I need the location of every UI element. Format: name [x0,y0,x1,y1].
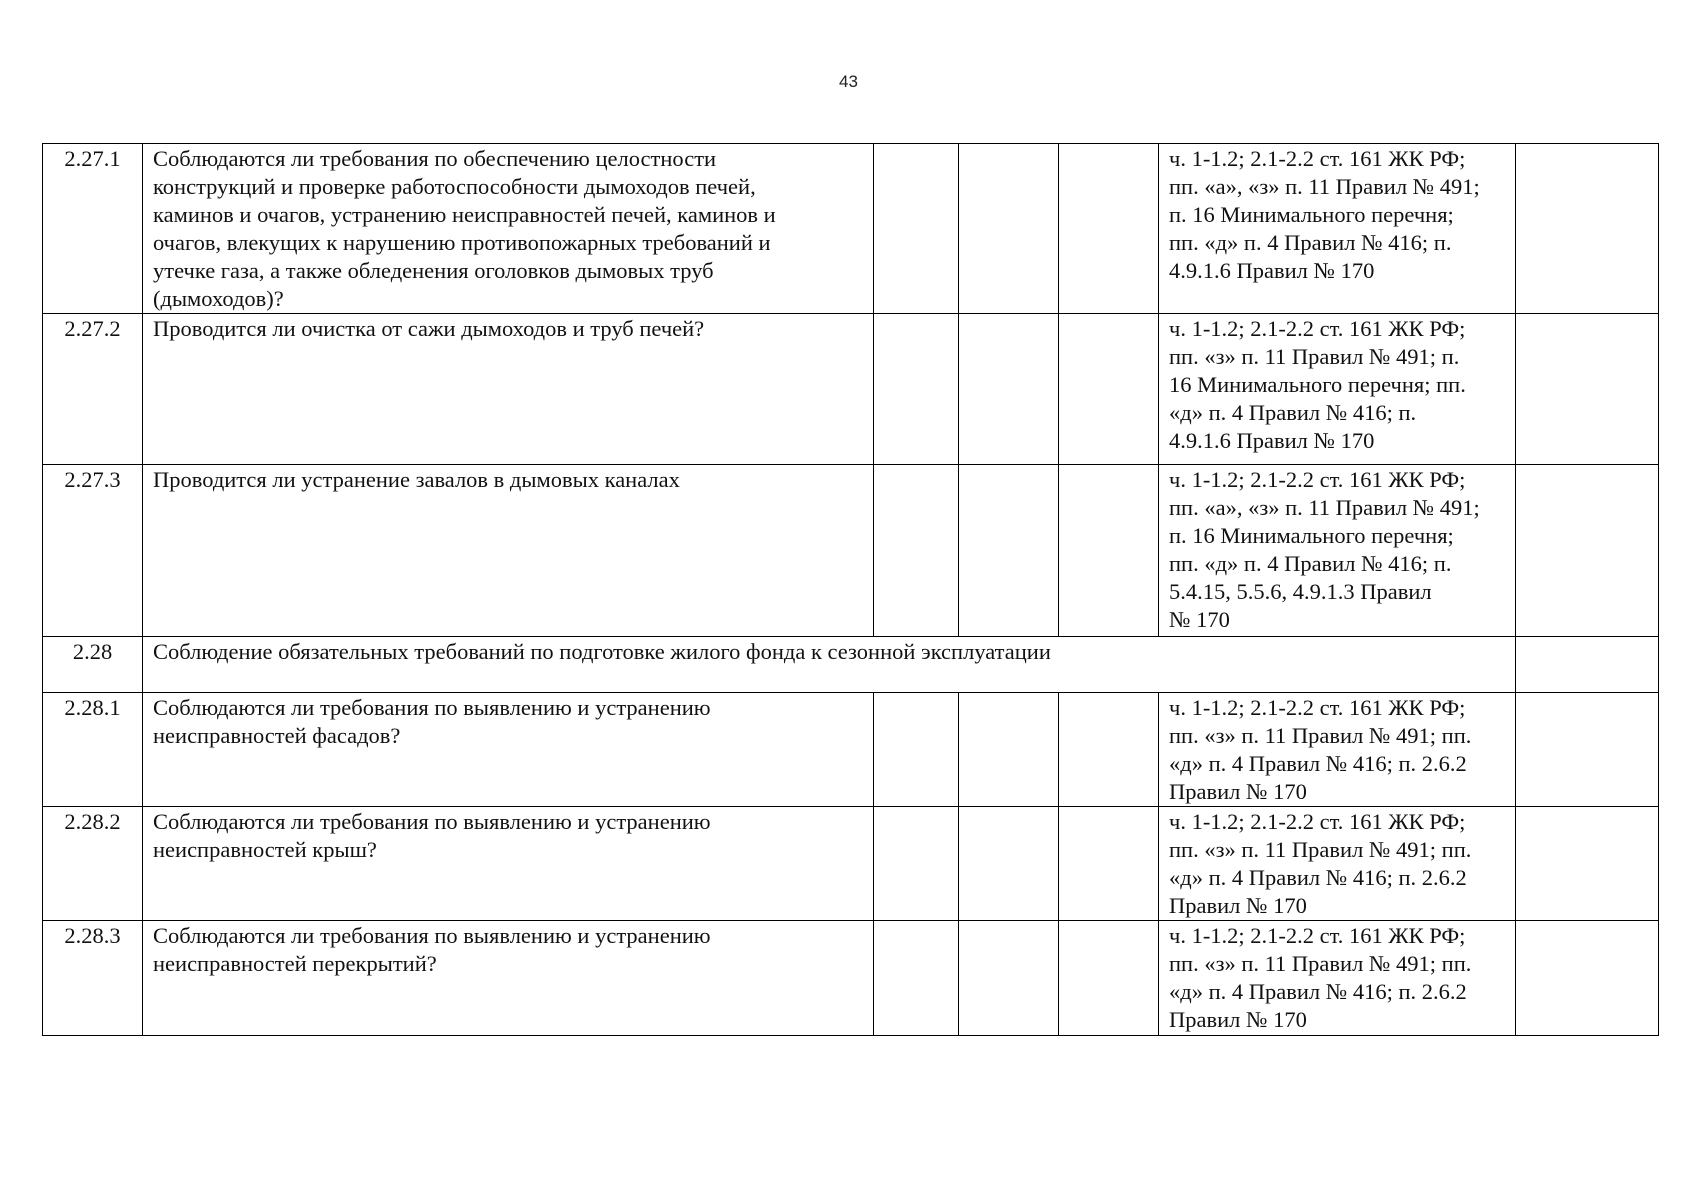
reference-line: пп. «а», «з» п. 11 Правил № 491; [1169,174,1480,199]
question-line: неисправностей крыш? [153,837,377,862]
answer-na-cell [1059,144,1159,314]
answer-no-cell [959,807,1059,921]
answer-no-cell [959,693,1059,807]
answer-na-cell [1059,693,1159,807]
reference-line: 4.9.1.6 Правил № 170 [1169,428,1375,453]
reference-line: «д» п. 4 Правил № 416; п. 2.6.2 [1169,865,1467,890]
reference-line: пп. «д» п. 4 Правил № 416; п. [1169,551,1452,576]
question-line: Соблюдаются ли требования по выявлению и устранению [153,809,711,834]
reference-line: 4.9.1.6 Правил № 170 [1169,258,1375,283]
item-number: 2.28.2 [43,807,143,921]
item-number: 2.27.3 [43,465,143,637]
page-number: 43 [839,72,858,91]
reference-line: Правил № 170 [1169,1007,1307,1032]
answer-na-cell [1059,921,1159,1036]
notes-cell [1516,465,1659,637]
section-row [43,637,1659,693]
question-line: неисправностей перекрытий? [153,951,437,976]
reference-line: пп. «з» п. 11 Правил № 491; п. [1169,344,1460,369]
question-line: Соблюдаются ли требования по обеспечению целостности [153,146,717,171]
notes-cell [1516,314,1659,465]
answer-na-cell [1059,465,1159,637]
table-row [43,144,1659,314]
question-line: конструкций и проверке работоспособности дымоходов печей, [153,174,756,199]
question-cell [143,921,874,1036]
notes-cell [1516,693,1659,807]
question-line: утечке газа, а также обледенения оголовков дымовых труб [153,258,714,283]
reference-line: ч. 1-1.2; 2.1-2.2 ст. 161 ЖК РФ; [1169,146,1466,171]
notes-cell [1516,807,1659,921]
reference-line: 5.4.15, 5.5.6, 4.9.1.3 Правил [1169,579,1432,604]
checklist-table [42,143,1659,1036]
answer-no-cell [959,144,1059,314]
answer-yes-cell [874,807,959,921]
answer-yes-cell [874,144,959,314]
notes-cell [1516,637,1659,693]
answer-yes-cell [874,314,959,465]
question-line: неисправностей фасадов? [153,723,401,748]
item-number: 2.27.2 [43,314,143,465]
answer-no-cell [959,465,1059,637]
question-line: Проводится ли устранение завалов в дымовых каналах [153,467,680,492]
reference-line: п. 16 Минимального перечня; [1169,523,1454,548]
table-row [43,314,1659,465]
table-row [43,693,1659,807]
reference-line: № 170 [1169,607,1230,632]
question-cell [143,693,874,807]
reference-line: пп. «а», «з» п. 11 Правил № 491; [1169,495,1480,520]
question-line: Соблюдаются ли требования по выявлению и устранению [153,923,711,948]
question-cell [143,144,874,314]
reference-cell [1159,144,1516,314]
reference-cell [1159,693,1516,807]
item-number: 2.27.1 [43,144,143,314]
reference-line: пп. «д» п. 4 Правил № 416; п. [1169,230,1452,255]
reference-cell [1159,465,1516,637]
reference-line: ч. 1-1.2; 2.1-2.2 ст. 161 ЖК РФ; [1169,809,1466,834]
answer-yes-cell [874,465,959,637]
question-cell [143,807,874,921]
reference-line: пп. «з» п. 11 Правил № 491; пп. [1169,951,1472,976]
question-line: (дымоходов)? [153,286,284,311]
reference-line: пп. «з» п. 11 Правил № 491; пп. [1169,723,1472,748]
answer-yes-cell [874,921,959,1036]
reference-line: «д» п. 4 Правил № 416; п. 2.6.2 [1169,979,1467,1004]
reference-line: ч. 1-1.2; 2.1-2.2 ст. 161 ЖК РФ; [1169,923,1466,948]
reference-line: п. 16 Минимального перечня; [1169,202,1454,227]
reference-cell [1159,921,1516,1036]
reference-line: ч. 1-1.2; 2.1-2.2 ст. 161 ЖК РФ; [1169,467,1466,492]
item-number: 2.28.3 [43,921,143,1036]
item-number: 2.28.1 [43,693,143,807]
section-number: 2.28 [43,637,143,693]
reference-line: 16 Минимального перечня; пп. [1169,372,1466,397]
answer-na-cell [1059,807,1159,921]
question-line: Проводится ли очистка от сажи дымоходов и труб печей? [153,316,705,341]
reference-line: ч. 1-1.2; 2.1-2.2 ст. 161 ЖК РФ; [1169,695,1466,720]
table-row [43,921,1659,1036]
reference-line: «д» п. 4 Правил № 416; п. [1169,400,1417,425]
table-row [43,465,1659,637]
reference-cell [1159,807,1516,921]
reference-cell [1159,314,1516,465]
question-cell [143,465,874,637]
reference-line: Правил № 170 [1169,893,1307,918]
table-row [43,807,1659,921]
answer-yes-cell [874,693,959,807]
answer-no-cell [959,314,1059,465]
question-line: очагов, влекущих к нарушению противопожарных требований и [153,230,771,255]
answer-no-cell [959,921,1059,1036]
reference-line: Правил № 170 [1169,779,1307,804]
reference-line: пп. «з» п. 11 Правил № 491; пп. [1169,837,1472,862]
question-cell [143,314,874,465]
notes-cell [1516,921,1659,1036]
question-line: каминов и очагов, устранению неисправностей печей, каминов и [153,202,776,227]
reference-line: ч. 1-1.2; 2.1-2.2 ст. 161 ЖК РФ; [1169,316,1466,341]
reference-line: «д» п. 4 Правил № 416; п. 2.6.2 [1169,751,1467,776]
section-title: Соблюдение обязательных требований по подготовке жилого фонда к сезонной эксплуатации [143,637,1516,693]
answer-na-cell [1059,314,1159,465]
question-line: Соблюдаются ли требования по выявлению и устранению [153,695,711,720]
notes-cell [1516,144,1659,314]
